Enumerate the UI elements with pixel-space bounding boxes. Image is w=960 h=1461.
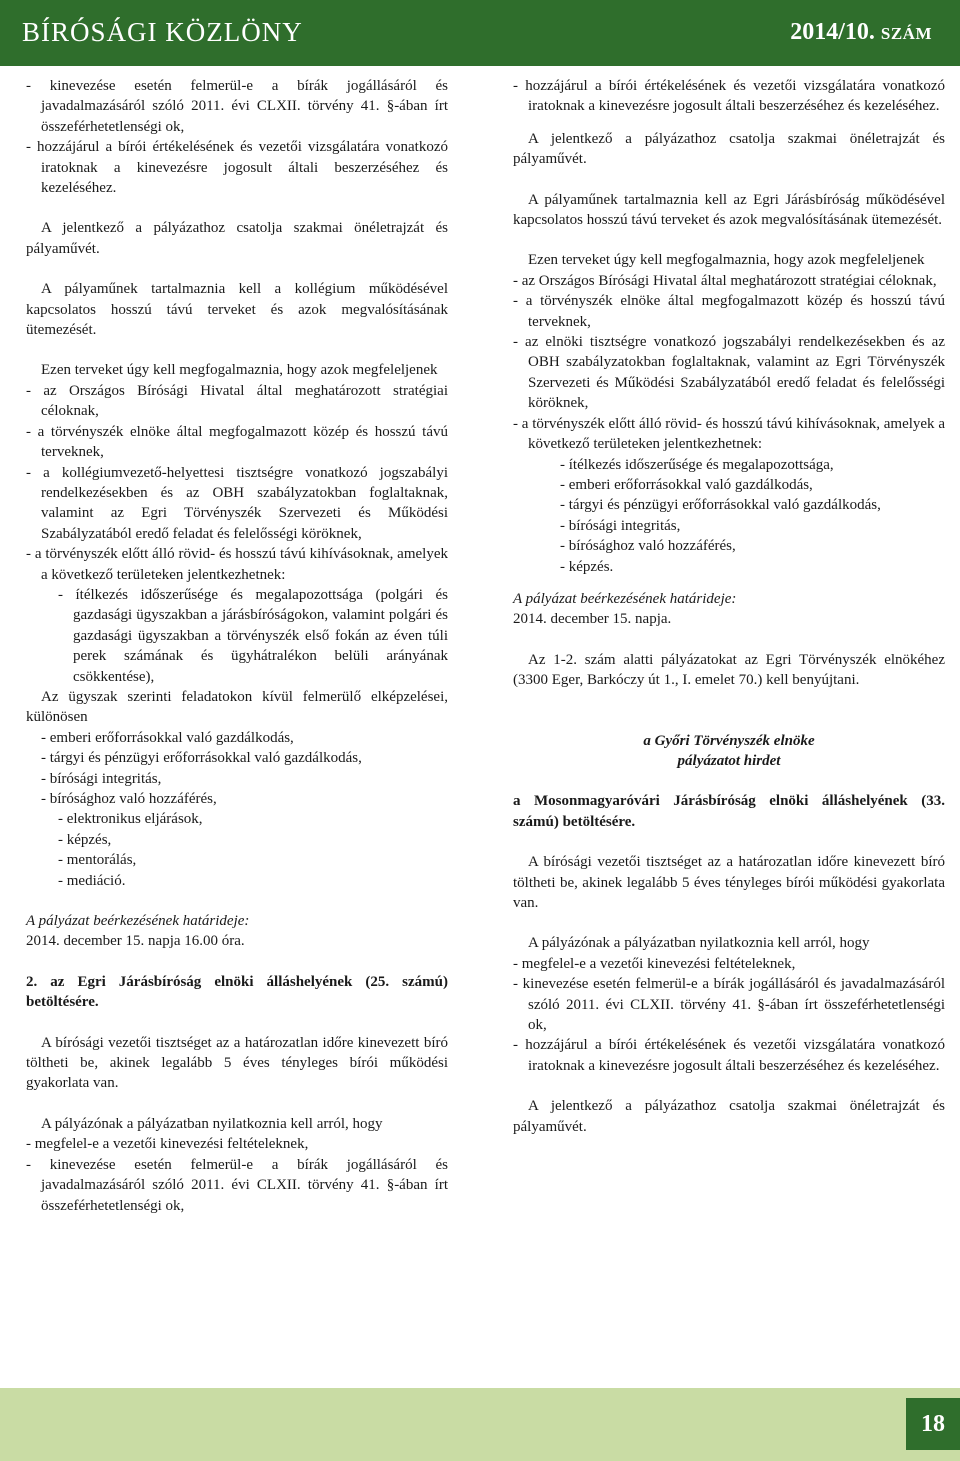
- announcement-line: pályázatot hirdet: [677, 752, 781, 769]
- issue-number: 2014/10.: [790, 19, 875, 45]
- list-item: - tárgyi és pénzügyi erőforrásokkal való gazdálkodás,: [560, 497, 881, 514]
- page-header: [0, 0, 960, 66]
- paragraph: A pályaműnek tartalmaznia kell az Egri Járásbíróság működésével kapcsolatos hosszú távú terveket és azok megvalósításának ütemezését.: [513, 191, 945, 229]
- deadline-label: A pályázat beérkezésének határideje:: [26, 913, 250, 930]
- list-item: - az Országos Bírósági Hivatal által meghatározott stratégiai céloknak,: [513, 272, 937, 289]
- paragraph: - hozzájárul a bírói értékelésének és vezetői vizsgálatára vonatkozó iratoknak a kinevezésre jogosult általi beszerzéséhez és kezeléséhez.: [513, 78, 945, 115]
- list-item: - az elnöki tisztségre vonatkozó jogszabályi rendelkezésekben és az OBH szabályzatokban foglaltaknak, valamint az Egri Törvényszék Szervezeti és Működési Szabályzatából eredő feladat és felelősségi köröknek,: [513, 334, 945, 412]
- issue-word: SZÁM: [880, 24, 932, 43]
- list-item: - bírósághoz való hozzáférés,: [41, 791, 217, 807]
- paragraph: A pályaműnek tartalmaznia kell a kollégium működésével kapcsolatos hosszú távú terveket és azok megvalósításának ütemezését.: [26, 281, 448, 339]
- list-item: - a kollégiumvezető-helyettesi tisztségre vonatkozó jogszabályi rendelkezésekben és az OBH szabályzatokban foglaltaknak, valamint az Egri Törvényszék Szervezeti és Működési Szabályzatából eredő feladat és felelősségi köröknek,: [26, 464, 448, 542]
- footer-bar: [0, 1388, 960, 1461]
- list-item: - a törvényszék elnöke által megfogalmazott közép és hosszú távú terveknek,: [26, 423, 448, 461]
- paragraph: Az 1-2. szám alatti pályázatokat az Egri Törvényszék elnökéhez (3300 Eger, Barkóczy út 1., I. emelet 70.) kell benyújtani.: [513, 651, 945, 689]
- right-column: [513, 76, 945, 1137]
- paragraph: A pályázónak a pályázatban nyilatkoznia kell arról, hogy: [41, 1115, 383, 1132]
- list-item: - ítélkezés időszerűsége és megalapozottsága,: [560, 456, 834, 473]
- paragraph: A bírósági vezetői tisztséget az a határozatlan időre kinevezett bíró töltheti be, akinek legalább 5 éves tényleges bírói működési gyakorlata van.: [26, 1034, 448, 1092]
- list-item: - bírósági integritás,: [560, 517, 681, 534]
- deadline-value: 2014. december 15. napja.: [513, 611, 672, 628]
- list-item: - képzés,: [58, 831, 112, 848]
- paragraph: Ezen terveket úgy kell megfogalmaznia, hogy azok megfeleljenek: [41, 362, 438, 379]
- list-item: - a törvényszék előtt álló rövid- és hosszú távú kihívásoknak, amelyek a következő területeken jelentkezhetnek:: [513, 415, 945, 453]
- paragraph: Ezen terveket úgy kell megfogalmaznia, hogy azok megfeleljenek: [528, 252, 925, 269]
- paragraph: - kinevezése esetén felmerül-e a bírák jogállásáról és javadalmazásáról szóló 2011. évi CLXII. törvény 41. §-ában írt összeférhetetlenségi ok,: [26, 78, 448, 135]
- list-item: - az Országos Bírósági Hivatal által meghatározott stratégiai céloknak,: [26, 382, 448, 420]
- paragraph: A jelentkező a pályázathoz csatolja szakmai önéletrajzát és pályaművét.: [513, 1098, 945, 1135]
- list-item: - emberi erőforrásokkal való gazdálkodás,: [41, 729, 294, 746]
- section-title: 2. az Egri Járásbíróság elnöki álláshelyének (25. számú) betöltésére.: [26, 973, 448, 1011]
- journal-title: BÍRÓSÁGI KÖZLÖNY: [22, 17, 303, 47]
- section-title: a Mosonmagyaróvári Járásbíróság elnöki álláshelyének (33. számú) betöltésére.: [513, 793, 945, 830]
- deadline-label: A pályázat beérkezésének határideje:: [513, 590, 737, 607]
- list-item: - a törvényszék elnöke által megfogalmazott közép és hosszú távú terveknek,: [513, 293, 945, 330]
- list-item: - emberi erőforrásokkal való gazdálkodás,: [560, 476, 813, 493]
- list-item: - kinevezése esetén felmerül-e a bírák jogállásáról és javadalmazásáról szóló 2011. évi CLXII. törvény 41. §-ában írt összeférhetetlenségi ok,: [513, 976, 945, 1034]
- paragraph: A pályázónak a pályázatban nyilatkoznia kell arról, hogy: [528, 935, 870, 952]
- paragraph: - hozzájárul a bírói értékelésének és vezetői vizsgálatára vonatkozó iratoknak a kinevezésre jogosult általi beszerzéséhez és kezeléséhez.: [26, 139, 448, 197]
- list-item: - tárgyi és pénzügyi erőforrásokkal való gazdálkodás,: [41, 750, 362, 767]
- paragraph: Az ügyszak szerinti feladatokon kívül felmerülő elképzelései, különösen: [26, 688, 448, 726]
- list-item: - a törvényszék előtt álló rövid- és hosszú távú kihívásoknak, amelyek a következő területeken jelentkezhetnek:: [26, 546, 448, 583]
- list-item: - kinevezése esetén felmerül-e a bírák jogállásáról és javadalmazásáról szóló 2011. évi CLXII. törvény 41. §-ában írt összeférhetetlenségi ok,: [26, 1156, 448, 1214]
- paragraph: A bírósági vezetői tisztséget az a határozatlan időre kinevezett bíró töltheti be, akinek legalább 5 éves tényleges bírói működési gyakorlata van.: [513, 854, 945, 911]
- list-item: - mediáció.: [58, 872, 126, 889]
- list-item: - képzés.: [560, 558, 614, 575]
- paragraph: A jelentkező a pályázathoz csatolja szakmai önéletrajzát és pályaművét.: [26, 220, 448, 257]
- list-item: - megfelel-e a vezetői kinevezési feltételeknek,: [26, 1136, 309, 1153]
- deadline-value: 2014. december 15. napja 16.00 óra.: [26, 933, 245, 950]
- list-item: - mentorálás,: [58, 852, 137, 869]
- list-item: - hozzájárul a bírói értékelésének és vezetői vizsgálatára vonatkozó iratoknak a kinevezésre jogosult általi beszerzéséhez és kezeléséhez.: [513, 1037, 945, 1074]
- list-item: - megfelel-e a vezetői kinevezési feltételeknek,: [513, 955, 796, 972]
- announcement-line: a Győri Törvényszék elnöke: [643, 732, 815, 749]
- list-item: - bírósághoz való hozzáférés,: [560, 538, 736, 555]
- list-item: - elektronikus eljárások,: [58, 811, 203, 828]
- issue-label: [790, 19, 932, 46]
- page-number: 18: [906, 1398, 960, 1450]
- left-column: [26, 76, 448, 1216]
- paragraph: A jelentkező a pályázathoz csatolja szakmai önéletrajzát és pályaművét.: [513, 130, 945, 168]
- list-item: - bírósági integritás,: [41, 770, 162, 787]
- list-item: - ítélkezés időszerűsége és megalapozottsága (polgári és gazdasági ügyszakban a járásbíróságokon, valamint polgári és gazdasági ügyszakban a törvényszék első fokán az éven túli perek számának és ügyhátralékon belüli arányának csökkentése),: [58, 586, 448, 685]
